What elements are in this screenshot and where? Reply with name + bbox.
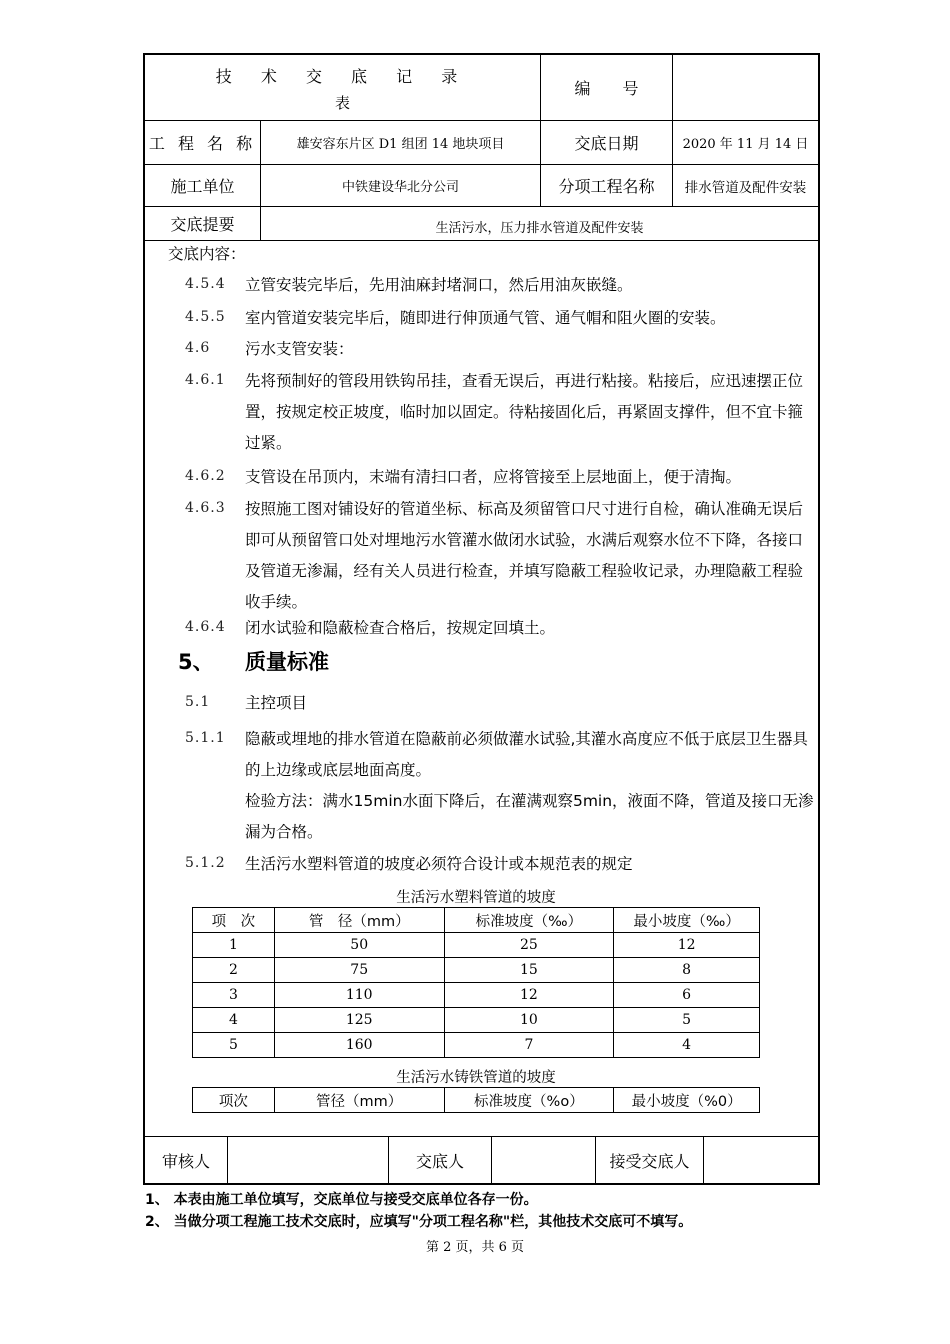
header-cell: 最小坡度（%0） (614, 1088, 760, 1113)
table-cell: 110 (274, 983, 444, 1008)
item-text: 先将预制好的管段用铁钩吊挂，查看无误后，再进行粘接。粘接后，应迅速摆正位置，按规定校正坡度，临时加以固定。待粘接固化后，再紧固支撑件，但不宜卡箍过紧。 (245, 372, 804, 452)
item-number: 5.1 (185, 694, 211, 710)
disclosure-date-label: 交底日期 (574, 134, 639, 153)
receiver-signature-field[interactable] (704, 1137, 818, 1184)
number-value (673, 55, 818, 120)
item-text: 隐蔽或埋地的排水管道在隐蔽前必须做灌水试验,其灌水高度应不低于底层卫生器具的上边缘或底层地面高度。 (245, 730, 808, 779)
item-number: 4.6.3 (185, 500, 226, 516)
item-text: 室内管道安装完毕后，随即进行伸顶通气管、通气帽和阻火圈的安装。 (245, 309, 726, 327)
table-cell: 4 (614, 1033, 760, 1058)
receiver-label: 接受交底人 (609, 1152, 690, 1171)
number-label: 编 号 (574, 79, 639, 98)
item-text: 闭水试验和隐蔽检查合格后，按规定回填土。 (245, 619, 556, 637)
sub-item-label: 分项工程名称 (558, 177, 655, 196)
summary-label: 交底提要 (170, 215, 235, 234)
table-cell: 5 (193, 1033, 275, 1058)
table-cell: 25 (444, 933, 614, 958)
table-cell: 75 (274, 958, 444, 983)
item-text: 生活污水塑料管道的坡度必须符合设计或本规范表的规定 (245, 855, 633, 873)
construction-unit-value: 中铁建设华北分公司 (341, 180, 459, 195)
header-cell: 项 次 (193, 908, 275, 933)
table-cell: 12 (444, 983, 614, 1008)
footnote: 2、 当做分项工程施工技术交底时，应填写"分项工程名称"栏，其他技术交底可不填写。 (145, 1214, 693, 1230)
table-cell: 15 (444, 958, 614, 983)
table-cell: 160 (274, 1033, 444, 1058)
item-text: 污水支管安装： (245, 340, 354, 358)
inspection-method-text: 检验方法：满水15min水面下降后，在灌满观察5min，液面不降，管道及接口无渗漏为合格。 (245, 792, 814, 841)
table-cell: 50 (274, 933, 444, 958)
form-title-suffix: 表 (334, 93, 350, 112)
table-cell: 10 (444, 1008, 614, 1033)
cast-iron-pipe-slope-table (192, 1087, 760, 1113)
disclosure-date-value: 2020 年 11 月 14 日 (682, 137, 809, 152)
item-number: 4.6.4 (185, 619, 226, 635)
item-number: 5.1.2 (185, 855, 226, 871)
item-number: 4.6.2 (185, 468, 226, 484)
table-caption: 生活污水铸铁管道的坡度 (396, 1070, 556, 1086)
reviewer-signature-field[interactable] (228, 1137, 388, 1184)
section-number: 5、 (178, 650, 214, 674)
header-cell: 标准坡度（‰） (444, 908, 614, 933)
header-cell: 标准坡度（%o） (444, 1088, 614, 1113)
table-cell: 4 (193, 1008, 275, 1033)
table-row (193, 1008, 760, 1033)
construction-unit-label: 施工单位 (170, 177, 235, 196)
project-name-value: 雄安容东片区 D1 组团 14 地块项目 (296, 137, 505, 152)
table-cell: 125 (274, 1008, 444, 1033)
table-cell: 1 (193, 933, 275, 958)
item-text: 按照施工图对铺设好的管道坐标、标高及须留管口尺寸进行自检，确认准确无误后即可从预留管口处对埋地污水管灌水做闭水试验，水满后观察水位不下降，各接口及管道无渗漏，经有关人员进行检查，并填写隐蔽工程验收记录，办理隐蔽工程验收手续。 (245, 500, 804, 611)
table-cell: 12 (614, 933, 760, 958)
page-number: 第 2 页，共 6 页 (425, 1240, 525, 1255)
form-title: 技 术 交 底 记 录 (215, 66, 470, 86)
sub-item-value: 排水管道及配件安装 (684, 179, 807, 196)
item-number: 4.6 (185, 340, 211, 356)
header-cell: 管径（mm） (274, 1088, 444, 1113)
table-header-row (193, 908, 760, 933)
table-cell: 7 (444, 1033, 614, 1058)
item-text: 支管设在吊顶内，末端有清扫口者，应将管接至上层地面上，便于清掏。 (245, 468, 742, 486)
table-cell: 3 (193, 983, 275, 1008)
table-cell: 5 (614, 1008, 760, 1033)
discloser-signature-field[interactable] (492, 1137, 595, 1184)
section-title: 质量标准 (245, 650, 329, 674)
table-caption: 生活污水塑料管道的坡度 (396, 890, 556, 906)
header-cell: 项次 (193, 1088, 275, 1113)
table-cell: 6 (614, 983, 760, 1008)
table-cell: 8 (614, 958, 760, 983)
item-number: 5.1.1 (185, 730, 226, 746)
plastic-pipe-slope-table (192, 907, 760, 1058)
project-name-label: 工 程 名 称 (148, 134, 257, 153)
table-cell: 2 (193, 958, 275, 983)
item-number: 4.6.1 (185, 372, 226, 388)
footnote: 1、 本表由施工单位填写，交底单位与接受交底单位各存一份。 (145, 1192, 538, 1208)
table-row (193, 958, 760, 983)
header-cell: 管 径（mm） (274, 908, 444, 933)
item-text: 主控项目 (245, 694, 308, 712)
item-number: 4.5.5 (185, 309, 226, 325)
header-cell: 最小坡度（‰） (614, 908, 760, 933)
table-row (193, 1033, 760, 1058)
reviewer-label: 审核人 (161, 1152, 210, 1171)
summary-value: 生活污水，压力排水管道及配件安装 (435, 221, 644, 236)
table-header-row (193, 1088, 760, 1113)
table-row (193, 983, 760, 1008)
item-text: 立管安装完毕后，先用油麻封堵洞口，然后用油灰嵌缝。 (245, 276, 633, 294)
table-row (193, 933, 760, 958)
discloser-label: 交底人 (415, 1152, 464, 1171)
content-label: 交底内容： (168, 245, 246, 263)
item-number: 4.5.4 (185, 276, 226, 292)
